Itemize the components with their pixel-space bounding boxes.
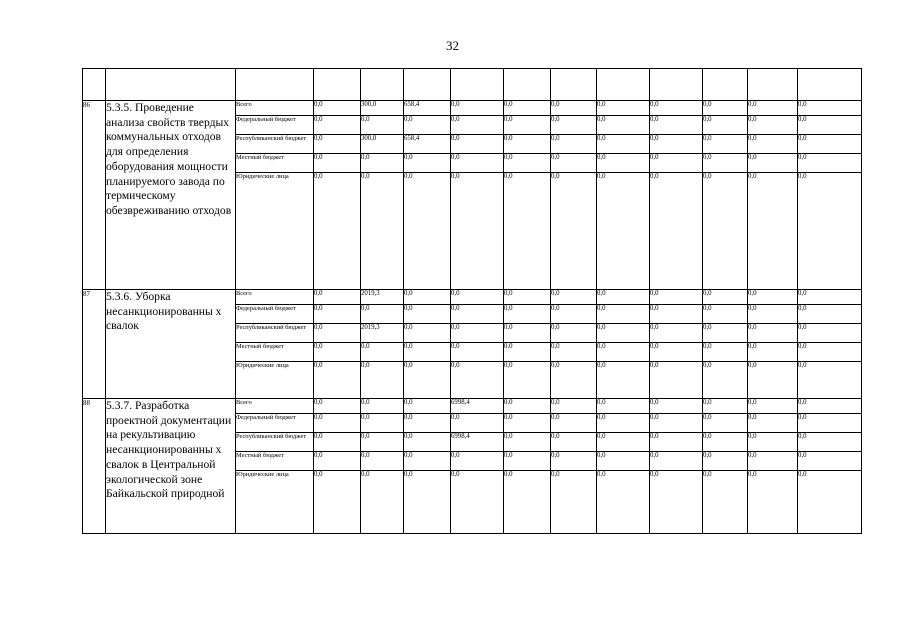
funding-source: Федеральный бюджет	[236, 305, 314, 324]
value-cell: 0,0	[748, 116, 798, 135]
value-cell: 0,0	[703, 433, 748, 452]
value-cell: 0,0	[361, 471, 404, 534]
value-cell: 0,0	[504, 452, 551, 471]
value-cell: 0,0	[551, 173, 597, 290]
value-cell: 0,0	[361, 362, 404, 399]
value-cell: 0,0	[748, 343, 798, 362]
activity-name: 5.3.7. Разработка проектной документации на рекультивацию несанкционированны х свалок в Центральной экологической зоне Байкальской природной	[106, 399, 236, 534]
value-cell: 0,0	[798, 399, 862, 414]
value-cell: 0,0	[650, 305, 703, 324]
value-cell: 0,0	[650, 433, 703, 452]
header-cell	[650, 69, 703, 101]
value-cell: 0,0	[361, 399, 404, 414]
value-cell: 0,0	[748, 452, 798, 471]
funding-source: Юридические лица	[236, 173, 314, 290]
value-cell: 0,0	[650, 290, 703, 305]
value-cell: 0,0	[504, 471, 551, 534]
value-cell: 0,0	[551, 305, 597, 324]
value-cell: 0,0	[314, 101, 361, 116]
value-cell: 0,0	[451, 173, 504, 290]
value-cell: 0,0	[551, 433, 597, 452]
header-cell	[748, 69, 798, 101]
value-cell: 0,0	[404, 343, 451, 362]
value-cell: 0,0	[504, 414, 551, 433]
header-cell	[106, 69, 236, 101]
value-cell: 0,0	[551, 452, 597, 471]
value-cell: 0,0	[314, 433, 361, 452]
value-cell: 0,0	[451, 101, 504, 116]
value-cell: 0,0	[361, 414, 404, 433]
value-cell: 0,0	[597, 173, 650, 290]
value-cell: 0,0	[703, 116, 748, 135]
value-cell: 0,0	[451, 414, 504, 433]
value-cell: 0,0	[404, 414, 451, 433]
table-body	[83, 69, 862, 534]
funding-source: Местный бюджет	[236, 154, 314, 173]
value-cell: 0,0	[551, 101, 597, 116]
value-cell: 0,0	[597, 101, 650, 116]
value-cell: 0,0	[597, 154, 650, 173]
value-cell: 0,0	[597, 324, 650, 343]
header-cell	[404, 69, 451, 101]
value-cell: 0,0	[597, 343, 650, 362]
value-cell: 0,0	[798, 324, 862, 343]
funding-source: Республиканский бюджет	[236, 433, 314, 452]
value-cell: 0,0	[451, 135, 504, 154]
row-number: 86	[83, 101, 106, 290]
value-cell: 0,0	[504, 290, 551, 305]
value-cell: 0,0	[504, 305, 551, 324]
header-cell	[504, 69, 551, 101]
value-cell: 0,0	[748, 135, 798, 154]
value-cell: 0,0	[748, 154, 798, 173]
value-cell: 0,0	[314, 399, 361, 414]
value-cell: 0,0	[451, 305, 504, 324]
value-cell: 0,0	[650, 116, 703, 135]
value-cell: 0,0	[597, 433, 650, 452]
value-cell: 0,0	[798, 452, 862, 471]
value-cell: 0,0	[650, 399, 703, 414]
value-cell: 0,0	[798, 116, 862, 135]
value-cell: 0,0	[798, 433, 862, 452]
value-cell: 0,0	[597, 452, 650, 471]
value-cell: 0,0	[451, 471, 504, 534]
value-cell: 0,0	[504, 433, 551, 452]
value-cell: 0,0	[551, 135, 597, 154]
value-cell: 658,4	[404, 135, 451, 154]
funding-source: Республиканский бюджет	[236, 324, 314, 343]
value-cell: 0,0	[314, 290, 361, 305]
value-cell: 0,0	[597, 362, 650, 399]
value-cell: 0,0	[361, 173, 404, 290]
value-cell: 0,0	[597, 305, 650, 324]
activity-name: 5.3.6. Уборка несанкционированны х свалок	[106, 290, 236, 399]
value-cell: 0,0	[314, 343, 361, 362]
activity-name: 5.3.5. Проведение анализа свойств твердых коммунальных отходов для определения оборудования мощности планируемого завода по термическому обезвреживанию отходов	[106, 101, 236, 290]
value-cell: 6998,4	[451, 433, 504, 452]
value-cell: 0,0	[314, 173, 361, 290]
value-cell: 0,0	[314, 471, 361, 534]
funding-source: Всего	[236, 399, 314, 414]
value-cell: 0,0	[504, 101, 551, 116]
value-cell: 0,0	[314, 362, 361, 399]
funding-source: Всего	[236, 101, 314, 116]
value-cell: 0,0	[798, 101, 862, 116]
value-cell: 0,0	[798, 471, 862, 534]
value-cell: 0,0	[798, 305, 862, 324]
value-cell: 0,0	[703, 324, 748, 343]
value-cell: 0,0	[314, 116, 361, 135]
value-cell: 0,0	[361, 433, 404, 452]
value-cell: 0,0	[748, 362, 798, 399]
value-cell: 0,0	[504, 362, 551, 399]
value-cell: 0,0	[703, 290, 748, 305]
funding-source: Республиканский бюджет	[236, 135, 314, 154]
value-cell: 0,0	[748, 290, 798, 305]
value-cell: 0,0	[650, 452, 703, 471]
value-cell: 0,0	[451, 116, 504, 135]
value-cell: 0,0	[504, 173, 551, 290]
value-cell: 0,0	[404, 305, 451, 324]
value-cell: 0,0	[798, 343, 862, 362]
value-cell: 0,0	[404, 173, 451, 290]
funding-source: Местный бюджет	[236, 343, 314, 362]
table-header-row	[83, 69, 862, 101]
value-cell: 0,0	[703, 305, 748, 324]
value-cell: 0,0	[748, 324, 798, 343]
value-cell: 0,0	[551, 343, 597, 362]
value-cell: 0,0	[451, 290, 504, 305]
value-cell: 0,0	[748, 414, 798, 433]
value-cell: 0,0	[798, 173, 862, 290]
value-cell: 0,0	[451, 362, 504, 399]
value-cell: 0,0	[551, 414, 597, 433]
value-cell: 0,0	[650, 173, 703, 290]
value-cell: 0,0	[504, 324, 551, 343]
funding-source: Всего	[236, 290, 314, 305]
value-cell: 0,0	[748, 471, 798, 534]
header-cell	[236, 69, 314, 101]
value-cell: 0,0	[650, 154, 703, 173]
value-cell: 0,0	[703, 173, 748, 290]
funding-source: Юридические лица	[236, 362, 314, 399]
value-cell: 0,0	[748, 305, 798, 324]
value-cell: 0,0	[703, 452, 748, 471]
value-cell: 0,0	[597, 414, 650, 433]
value-cell: 0,0	[404, 116, 451, 135]
value-cell: 0,0	[314, 135, 361, 154]
value-cell: 2019,3	[361, 290, 404, 305]
value-cell: 0,0	[314, 305, 361, 324]
value-cell: 2019,3	[361, 324, 404, 343]
header-cell	[597, 69, 650, 101]
table-row	[83, 290, 862, 305]
value-cell: 0,0	[551, 116, 597, 135]
value-cell: 0,0	[748, 433, 798, 452]
value-cell: 6998,4	[451, 399, 504, 414]
value-cell: 658,4	[404, 101, 451, 116]
value-cell: 0,0	[798, 362, 862, 399]
value-cell: 0,0	[361, 343, 404, 362]
value-cell: 0,0	[703, 399, 748, 414]
value-cell: 300,0	[361, 135, 404, 154]
value-cell: 0,0	[404, 452, 451, 471]
value-cell: 0,0	[597, 471, 650, 534]
header-cell	[451, 69, 504, 101]
header-cell	[83, 69, 106, 101]
value-cell: 0,0	[650, 414, 703, 433]
value-cell: 0,0	[798, 135, 862, 154]
value-cell: 0,0	[597, 290, 650, 305]
value-cell: 0,0	[404, 399, 451, 414]
row-number: 87	[83, 290, 106, 399]
value-cell: 0,0	[551, 154, 597, 173]
value-cell: 0,0	[404, 471, 451, 534]
value-cell: 0,0	[314, 452, 361, 471]
value-cell: 0,0	[748, 173, 798, 290]
funding-source: Юридические лица	[236, 471, 314, 534]
value-cell: 0,0	[703, 414, 748, 433]
value-cell: 0,0	[314, 324, 361, 343]
value-cell: 0,0	[748, 399, 798, 414]
header-cell	[703, 69, 748, 101]
value-cell: 0,0	[361, 154, 404, 173]
header-cell	[361, 69, 404, 101]
header-cell	[798, 69, 862, 101]
value-cell: 0,0	[551, 471, 597, 534]
value-cell: 0,0	[404, 362, 451, 399]
value-cell: 0,0	[404, 324, 451, 343]
value-cell: 0,0	[703, 135, 748, 154]
value-cell: 0,0	[703, 471, 748, 534]
value-cell: 0,0	[650, 101, 703, 116]
value-cell: 0,0	[798, 290, 862, 305]
value-cell: 0,0	[703, 154, 748, 173]
value-cell: 0,0	[597, 399, 650, 414]
value-cell: 0,0	[451, 343, 504, 362]
value-cell: 0,0	[551, 290, 597, 305]
value-cell: 0,0	[551, 399, 597, 414]
value-cell: 0,0	[361, 116, 404, 135]
value-cell: 0,0	[451, 154, 504, 173]
table-row	[83, 101, 862, 116]
budget-table	[82, 68, 862, 534]
value-cell: 0,0	[451, 452, 504, 471]
value-cell: 0,0	[650, 135, 703, 154]
value-cell: 0,0	[748, 101, 798, 116]
value-cell: 0,0	[551, 362, 597, 399]
value-cell: 0,0	[703, 343, 748, 362]
value-cell: 0,0	[703, 362, 748, 399]
value-cell: 0,0	[798, 414, 862, 433]
value-cell: 0,0	[650, 362, 703, 399]
value-cell: 0,0	[650, 471, 703, 534]
page-number: 32	[446, 38, 459, 53]
value-cell: 0,0	[597, 135, 650, 154]
value-cell: 0,0	[551, 324, 597, 343]
header-cell	[314, 69, 361, 101]
funding-source: Федеральный бюджет	[236, 116, 314, 135]
value-cell: 0,0	[404, 433, 451, 452]
value-cell: 300,0	[361, 101, 404, 116]
value-cell: 0,0	[703, 101, 748, 116]
value-cell: 0,0	[504, 135, 551, 154]
value-cell: 0,0	[504, 116, 551, 135]
value-cell: 0,0	[504, 343, 551, 362]
funding-source: Местный бюджет	[236, 452, 314, 471]
value-cell: 0,0	[597, 116, 650, 135]
header-cell	[551, 69, 597, 101]
value-cell: 0,0	[650, 324, 703, 343]
funding-source: Федеральный бюджет	[236, 414, 314, 433]
row-number: 88	[83, 399, 106, 534]
value-cell: 0,0	[361, 452, 404, 471]
value-cell: 0,0	[504, 154, 551, 173]
value-cell: 0,0	[314, 154, 361, 173]
value-cell: 0,0	[404, 154, 451, 173]
value-cell: 0,0	[451, 324, 504, 343]
value-cell: 0,0	[361, 305, 404, 324]
table-row	[83, 399, 862, 414]
value-cell: 0,0	[650, 343, 703, 362]
value-cell: 0,0	[314, 414, 361, 433]
value-cell: 0,0	[504, 399, 551, 414]
value-cell: 0,0	[404, 290, 451, 305]
value-cell: 0,0	[798, 154, 862, 173]
